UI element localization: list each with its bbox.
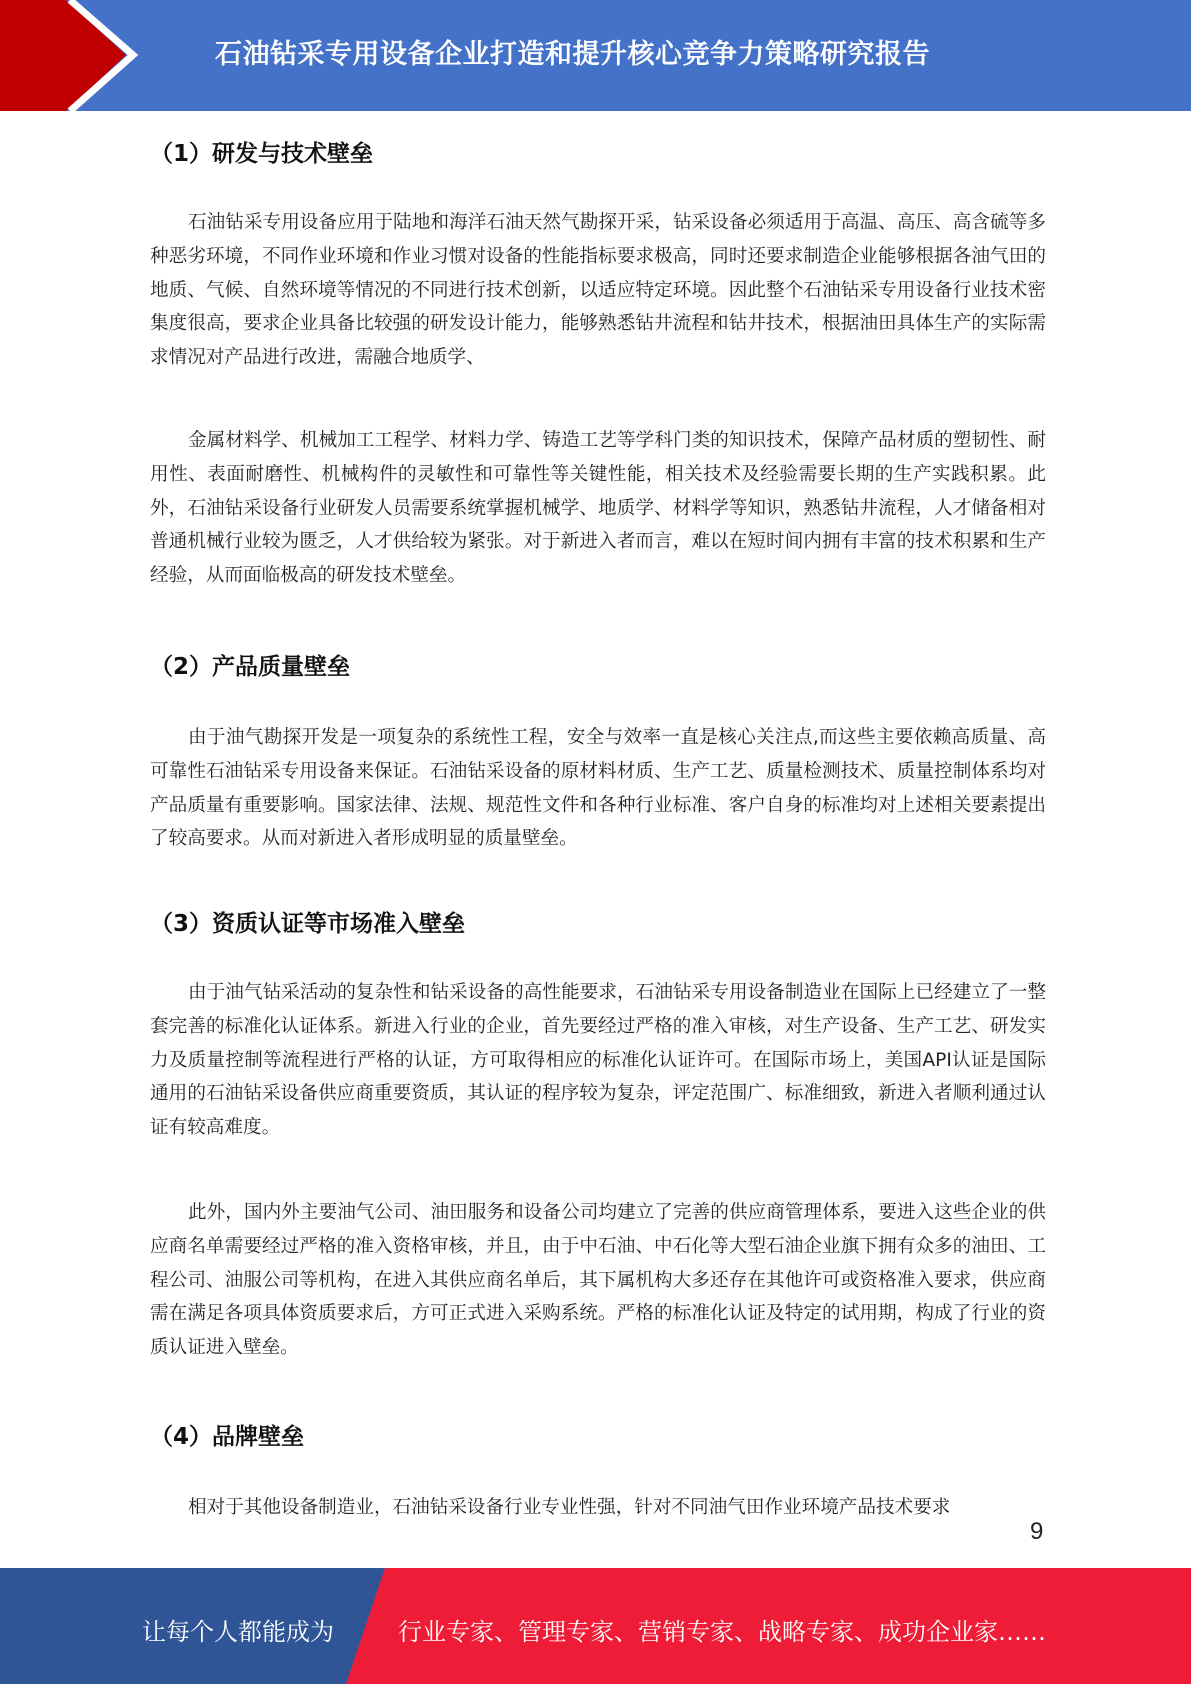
section-heading: （2）产品质量壁垒: [150, 654, 351, 680]
footer-slogan-left: 让每个人都能成为: [142, 1618, 334, 1646]
paragraph: 金属材料学、机械加工工程学、材料力学、铸造工艺等学科门类的知识技术，保障产品材质的塑韧性、耐用性、表面耐磨性、机械构件的灵敏性和可靠性等关键性能，相关技术及经验需要长期的生产实践积累。此外，石油钻采设备行业研发人员需要系统掌握机械学、地质学、材料学等知识，熟悉钻井流程，人才储备相对普通机械行业较为匮乏，人才供给较为紧张。对于新进入者而言，难以在短时间内拥有丰富的技术积累和生产经验，从而面临极高的研发技术壁垒。: [150, 430, 1046, 587]
paragraph: 相对于其他设备制造业，石油钻采设备行业专业性强，针对不同油气田作业环境产品技术要求: [188, 1497, 951, 1518]
chevron-decoration-icon: [0, 0, 160, 111]
paragraph: 由于油气勘探开发是一项复杂的系统性工程，安全与效率一直是核心关注点,而这些主要依赖高质量、高可靠性石油钻采专用设备来保证。石油钻采设备的原材料材质、生产工艺、质量检测技术、质量控制体系均对产品质量有重要影响。国家法律、法规、规范性文件和各种行业标准、客户自身的标准均对上述相关要素提出了较高要求。从而对新进入者形成明显的质量壁垒。: [150, 727, 1046, 850]
document-header: [0, 0, 1191, 111]
paragraph: 由于油气钻采活动的复杂性和钻采设备的高性能要求，石油钻采专用设备制造业在国际上已经建立了一整套完善的标准化认证体系。新进入行业的企业，首先要经过严格的准入审核，对生产设备、生产工艺、研发实力及质量控制等流程进行严格的认证，方可取得相应的标准化认证许可。在国际市场上，美国API认证是国际通用的石油钻采设备供应商重要资质，其认证的程序较为复杂，评定范围广、标准细致，新进入者顺利通过认证有较高难度。: [150, 982, 1046, 1139]
footer-slogan-right: 行业专家、管理专家、营销专家、战略专家、成功企业家……: [398, 1618, 1046, 1646]
page-number: 9: [1030, 1518, 1044, 1545]
section-heading: （4）品牌壁垒: [150, 1424, 305, 1450]
section-heading: （3）资质认证等市场准入壁垒: [150, 911, 466, 937]
section-heading: （1）研发与技术壁垒: [150, 141, 374, 167]
document-footer: [0, 1568, 1191, 1684]
paragraph: 此外，国内外主要油气公司、油田服务和设备公司均建立了完善的供应商管理体系，要进入这些企业的供应商名单需要经过严格的准入资格审核，并且，由于中石油、中石化等大型石油企业旗下拥有众多的油田、工程公司、油服公司等机构，在进入其供应商名单后，其下属机构大多还存在其他许可或资格准入要求，供应商需在满足各项具体资质要求后，方可正式进入采购系统。严格的标准化认证及特定的试用期，构成了行业的资质认证进入壁垒。: [150, 1202, 1046, 1359]
paragraph: 石油钻采专用设备应用于陆地和海洋石油天然气勘探开采，钻采设备必须适用于高温、高压、高含硫等多种恶劣环境，不同作业环境和作业习惯对设备的性能指标要求极高，同时还要求制造企业能够根据各油气田的地质、气候、自然环境等情况的不同进行技术创新，以适应特定环境。因此整个石油钻采专用设备行业技术密集度很高，要求企业具备比较强的研发设计能力，能够熟悉钻井流程和钻井技术，根据油田具体生产的实际需求情况对产品进行改进，需融合地质学、: [150, 212, 1046, 369]
report-title: 石油钻采专用设备企业打造和提升核心竞争力策略研究报告: [215, 39, 930, 70]
